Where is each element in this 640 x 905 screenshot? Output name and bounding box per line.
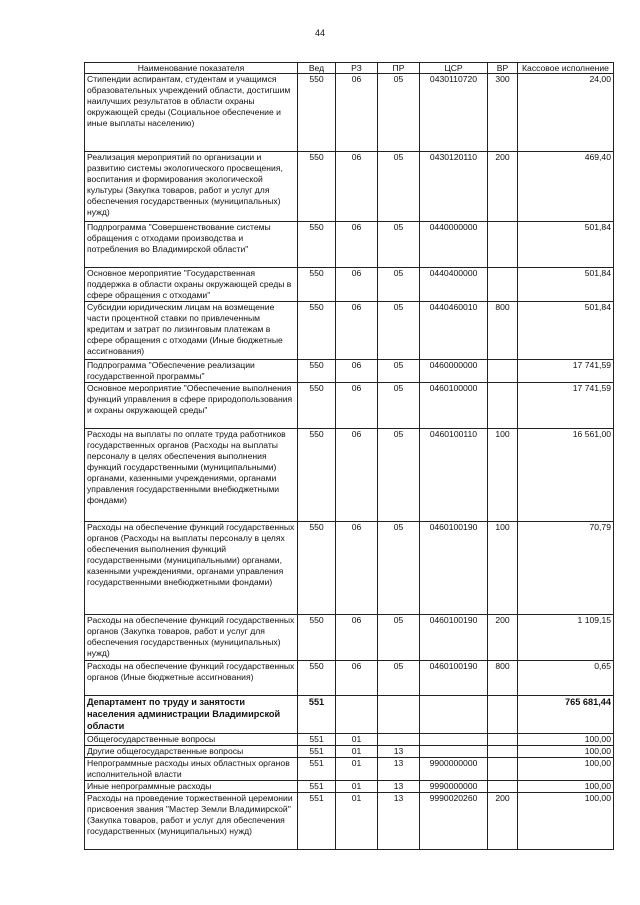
row-csr: 0440000000 [420,222,488,268]
row-ved: 551 [298,696,336,734]
row-rz: 06 [336,383,378,429]
row-rz [336,696,378,734]
page-number: 44 [314,28,325,38]
table-row [85,522,614,615]
row-ved: 550 [298,360,336,383]
row-name: Расходы на обеспечение функций государственных органов (Закупка товаров, работ и услуг для обеспечения государственных (муниципальных) нужд) [85,615,298,661]
row-pr: 13 [378,781,420,793]
row-vr [488,734,518,746]
row-pr: 05 [378,661,420,696]
row-pr [378,734,420,746]
row-name: Основное мероприятие "Обеспечение выполнения функций управления в сфере природопользования и охраны окружающей среды" [85,383,298,429]
row-ved: 550 [298,661,336,696]
row-name: Департамент по труду и занятости населения администрации Владимирской области [85,696,298,734]
row-rz: 01 [336,734,378,746]
row-pr: 05 [378,360,420,383]
row-csr: 0460000000 [420,360,488,383]
row-vr: 100 [488,429,518,522]
row-amount: 765 681,44 [518,696,614,734]
row-ved: 550 [298,429,336,522]
row-rz: 06 [336,268,378,302]
row-rz: 06 [336,615,378,661]
row-vr [488,222,518,268]
row-csr: 0460100190 [420,615,488,661]
row-name: Подпрограмма "Совершенствование системы обращения с отходами производства и потребления во Владимирской области" [85,222,298,268]
row-vr [488,746,518,758]
row-vr [488,758,518,781]
row-csr: 0440460010 [420,302,488,360]
header-name: Наименование показателя [85,63,298,74]
row-pr: 05 [378,152,420,222]
row-ved: 550 [298,152,336,222]
row-csr [420,696,488,734]
row-amount: 100,00 [518,793,614,850]
row-amount: 100,00 [518,734,614,746]
row-ved: 550 [298,268,336,302]
row-name: Общегосударственные вопросы [85,734,298,746]
row-pr: 05 [378,429,420,522]
row-rz: 06 [336,302,378,360]
table-row [85,429,614,522]
row-pr: 05 [378,74,420,152]
row-ved: 550 [298,615,336,661]
row-amount: 100,00 [518,746,614,758]
row-pr: 13 [378,746,420,758]
row-rz: 06 [336,222,378,268]
row-vr: 200 [488,793,518,850]
row-ved: 551 [298,734,336,746]
row-amount: 100,00 [518,781,614,793]
row-vr: 100 [488,522,518,615]
header-pr: ПР [378,63,420,74]
row-vr: 200 [488,615,518,661]
table-row [85,268,614,302]
row-ved: 551 [298,793,336,850]
table-row [85,746,614,758]
row-pr: 05 [378,383,420,429]
table-row [85,734,614,746]
row-name: Субсидии юридическим лицам на возмещение части процентной ставки по привлеченным кредитам и затрат по лизинговым платежам в сфере обращения с отходами (Иные бюджетные ассигнования) [85,302,298,360]
row-amount: 1 109,15 [518,615,614,661]
row-vr [488,268,518,302]
row-csr: 0430110720 [420,74,488,152]
row-ved: 551 [298,781,336,793]
row-pr [378,696,420,734]
row-pr: 05 [378,302,420,360]
row-amount: 70,79 [518,522,614,615]
row-rz: 06 [336,522,378,615]
table-row [85,661,614,696]
row-rz: 01 [336,758,378,781]
row-rz: 06 [336,152,378,222]
row-csr [420,734,488,746]
header-rz: РЗ [336,63,378,74]
table-row [85,152,614,222]
row-amount: 16 561,00 [518,429,614,522]
header-ved: Вед [298,63,336,74]
row-csr: 0440400000 [420,268,488,302]
table-row [85,793,614,850]
row-amount: 100,00 [518,758,614,781]
row-rz: 06 [336,661,378,696]
table-row [85,696,614,734]
row-rz: 06 [336,74,378,152]
row-pr: 05 [378,222,420,268]
row-csr: 9900000000 [420,758,488,781]
row-vr [488,360,518,383]
table-row [85,302,614,360]
row-name: Расходы на проведение торжественной церемонии присвоения звания "Мастер Земли Владимирской" (Закупка товаров, работ и услуг для обеспечения государственных (муниципальных) нужд) [85,793,298,850]
row-csr: 0460100190 [420,522,488,615]
row-pr: 13 [378,758,420,781]
row-csr: 9990020260 [420,793,488,850]
table-row [85,758,614,781]
row-vr: 800 [488,302,518,360]
row-vr [488,696,518,734]
row-name: Другие общегосударственные вопросы [85,746,298,758]
row-amount: 501,84 [518,222,614,268]
row-pr: 13 [378,793,420,850]
row-ved: 550 [298,222,336,268]
table-row [85,781,614,793]
row-vr: 300 [488,74,518,152]
row-ved: 550 [298,302,336,360]
row-rz: 06 [336,360,378,383]
row-rz: 01 [336,781,378,793]
row-rz: 06 [336,429,378,522]
table-row [85,74,614,152]
row-csr: 0460100190 [420,661,488,696]
table-row [85,360,614,383]
row-amount: 24,00 [518,74,614,152]
row-ved: 551 [298,758,336,781]
row-name: Иные непрограммные расходы [85,781,298,793]
header-amount: Кассовое исполнение [518,63,614,74]
row-ved: 550 [298,383,336,429]
header-vr: ВР [488,63,518,74]
row-rz: 01 [336,746,378,758]
row-csr: 0430120110 [420,152,488,222]
row-name: Расходы на обеспечение функций государственных органов (Расходы на выплаты персоналу в целях обеспечения выполнения функций государственными (муниципальными) органами, казенными учреждениями, органами управления государственными внебюджетными фондами) [85,522,298,615]
row-amount: 0,65 [518,661,614,696]
row-name: Расходы на выплаты по оплате труда работников государственных органов (Расходы на выплаты персоналу в целях обеспечения выполнения функций государственными (муниципальными) органами, казенными учреждениями, органами управления государственными внебюджетными фондами) [85,429,298,522]
row-name: Подпрограмма "Обеспечение реализации государственной программы" [85,360,298,383]
row-pr: 05 [378,615,420,661]
row-ved: 550 [298,522,336,615]
table-row [85,222,614,268]
row-vr [488,781,518,793]
row-amount: 469,40 [518,152,614,222]
row-name: Стипендии аспирантам, студентам и учащимся образовательных учреждений области, достигшим наилучших результатов в области охраны окружающей среды (Социальное обеспечение и иные выплаты населению) [85,74,298,152]
row-name: Расходы на обеспечение функций государственных органов (Иные бюджетные ассигнования) [85,661,298,696]
header-csr: ЦСР [420,63,488,74]
row-vr: 200 [488,152,518,222]
table-row [85,615,614,661]
row-name: Основное мероприятие "Государственная поддержка в области охраны окружающей среды в сфере обращения с отходами" [85,268,298,302]
table-row [85,383,614,429]
row-name: Непрограммные расходы иных областных органов исполнительной власти [85,758,298,781]
row-csr: 9990000000 [420,781,488,793]
row-name: Реализация мероприятий по организации и развитию системы экологического просвещения, воспитания и формирования экологической культуры (Закупка товаров, работ и услуг для обеспечения государственных (муниципальных) нужд) [85,152,298,222]
row-pr: 05 [378,268,420,302]
row-csr: 0460100000 [420,383,488,429]
row-ved: 551 [298,746,336,758]
row-csr [420,746,488,758]
row-vr: 800 [488,661,518,696]
row-rz: 01 [336,793,378,850]
row-ved: 550 [298,74,336,152]
row-pr: 05 [378,522,420,615]
row-amount: 17 741,59 [518,383,614,429]
header-row [85,63,614,74]
row-csr: 0460100110 [420,429,488,522]
row-vr [488,383,518,429]
budget-table [84,62,614,850]
row-amount: 501,84 [518,302,614,360]
row-amount: 17 741,59 [518,360,614,383]
row-amount: 501,84 [518,268,614,302]
